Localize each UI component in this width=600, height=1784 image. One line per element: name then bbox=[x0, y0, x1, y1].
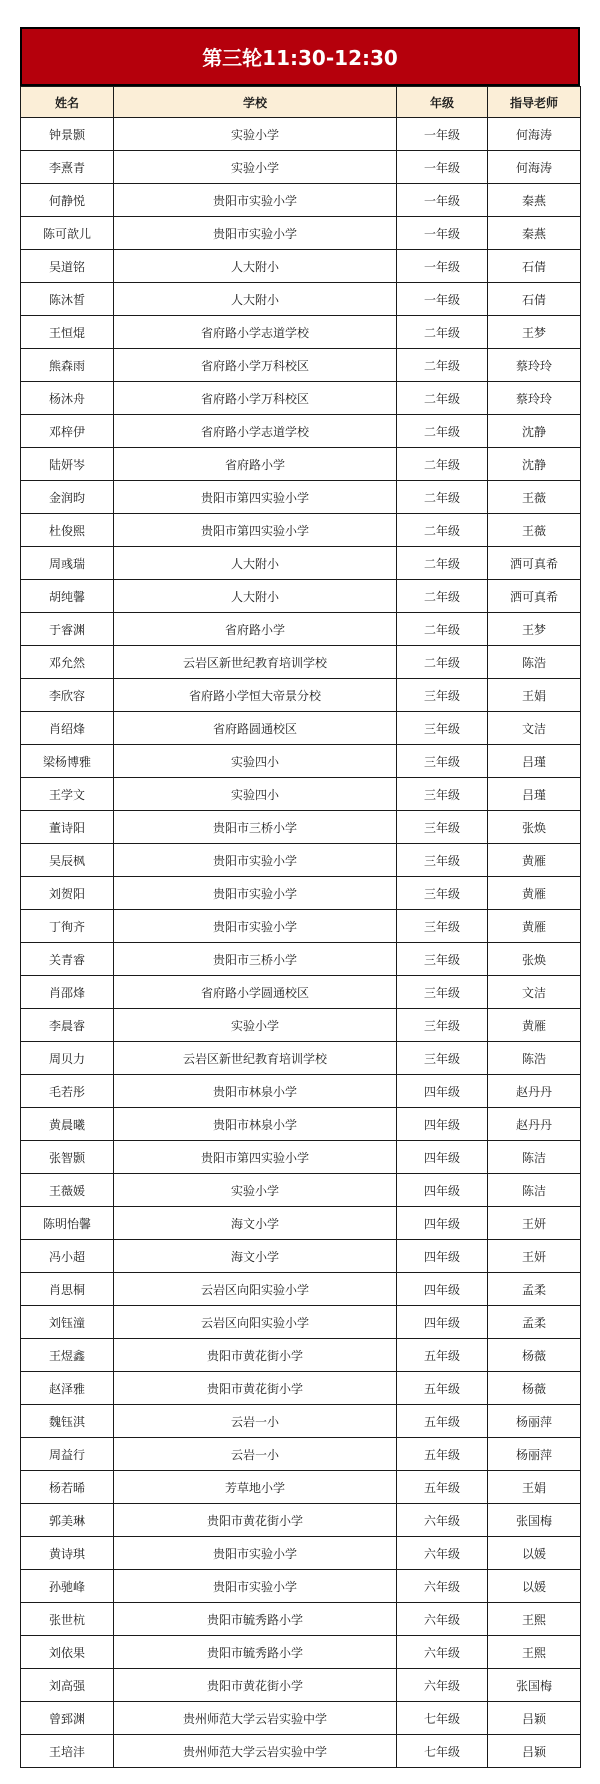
table-row bbox=[21, 1603, 581, 1636]
cell-student-name: 黄晨曦 bbox=[21, 1108, 114, 1141]
table-row bbox=[21, 184, 581, 217]
cell-school: 省府路小学 bbox=[114, 448, 397, 481]
cell-teacher: 蔡玲玲 bbox=[488, 349, 581, 382]
cell-student-name: 王煜鑫 bbox=[21, 1339, 114, 1372]
cell-grade: 二年级 bbox=[397, 382, 488, 415]
cell-grade: 四年级 bbox=[397, 1174, 488, 1207]
cell-grade: 四年级 bbox=[397, 1075, 488, 1108]
cell-teacher: 洒可真希 bbox=[488, 547, 581, 580]
cell-teacher: 杨丽萍 bbox=[488, 1438, 581, 1471]
column-header-teacher: 指导老师 bbox=[488, 87, 581, 118]
cell-school: 云岩一小 bbox=[114, 1405, 397, 1438]
table-row bbox=[21, 877, 581, 910]
cell-school: 贵阳市黄花街小学 bbox=[114, 1339, 397, 1372]
cell-teacher: 张国梅 bbox=[488, 1504, 581, 1537]
cell-school: 云岩区新世纪教育培训学校 bbox=[114, 646, 397, 679]
cell-teacher: 吕颖 bbox=[488, 1702, 581, 1735]
cell-grade: 二年级 bbox=[397, 316, 488, 349]
table-row bbox=[21, 1735, 581, 1768]
cell-grade: 三年级 bbox=[397, 745, 488, 778]
cell-grade: 一年级 bbox=[397, 118, 488, 151]
table-row bbox=[21, 712, 581, 745]
participant-table bbox=[20, 86, 581, 1768]
cell-school: 人大附小 bbox=[114, 250, 397, 283]
cell-school: 芳草地小学 bbox=[114, 1471, 397, 1504]
cell-teacher: 王妍 bbox=[488, 1240, 581, 1273]
schedule-sheet bbox=[20, 27, 580, 1768]
cell-teacher: 何海涛 bbox=[488, 118, 581, 151]
cell-grade: 三年级 bbox=[397, 877, 488, 910]
table-row bbox=[21, 382, 581, 415]
cell-student-name: 周贝力 bbox=[21, 1042, 114, 1075]
cell-student-name: 肖思桐 bbox=[21, 1273, 114, 1306]
table-row bbox=[21, 448, 581, 481]
table-row bbox=[21, 1141, 581, 1174]
table-row bbox=[21, 1207, 581, 1240]
table-row bbox=[21, 976, 581, 1009]
cell-school: 省府路小学志道学校 bbox=[114, 415, 397, 448]
table-row bbox=[21, 1570, 581, 1603]
cell-grade: 三年级 bbox=[397, 844, 488, 877]
cell-student-name: 冯小超 bbox=[21, 1240, 114, 1273]
cell-student-name: 李熹青 bbox=[21, 151, 114, 184]
cell-grade: 五年级 bbox=[397, 1339, 488, 1372]
table-row bbox=[21, 1504, 581, 1537]
cell-teacher: 王梦 bbox=[488, 613, 581, 646]
cell-school: 实验小学 bbox=[114, 151, 397, 184]
cell-student-name: 刘贺阳 bbox=[21, 877, 114, 910]
cell-teacher: 孟柔 bbox=[488, 1273, 581, 1306]
cell-grade: 二年级 bbox=[397, 415, 488, 448]
cell-teacher: 黄雁 bbox=[488, 910, 581, 943]
table-row bbox=[21, 1471, 581, 1504]
cell-teacher: 蔡玲玲 bbox=[488, 382, 581, 415]
cell-school: 贵阳市林泉小学 bbox=[114, 1075, 397, 1108]
cell-school: 贵阳市三桥小学 bbox=[114, 811, 397, 844]
cell-student-name: 毛若彤 bbox=[21, 1075, 114, 1108]
cell-grade: 五年级 bbox=[397, 1372, 488, 1405]
cell-grade: 五年级 bbox=[397, 1405, 488, 1438]
cell-school: 贵阳市实验小学 bbox=[114, 844, 397, 877]
cell-grade: 二年级 bbox=[397, 514, 488, 547]
cell-school: 贵阳市第四实验小学 bbox=[114, 514, 397, 547]
column-header-name: 姓名 bbox=[21, 87, 114, 118]
cell-student-name: 肖邵烽 bbox=[21, 976, 114, 1009]
cell-school: 省府路小学志道学校 bbox=[114, 316, 397, 349]
cell-grade: 一年级 bbox=[397, 217, 488, 250]
cell-student-name: 熊森雨 bbox=[21, 349, 114, 382]
cell-student-name: 关青睿 bbox=[21, 943, 114, 976]
cell-school: 贵阳市实验小学 bbox=[114, 1537, 397, 1570]
cell-grade: 七年级 bbox=[397, 1702, 488, 1735]
cell-teacher: 黄雁 bbox=[488, 877, 581, 910]
table-row bbox=[21, 1372, 581, 1405]
cell-school: 云岩区向阳实验小学 bbox=[114, 1306, 397, 1339]
table-row bbox=[21, 151, 581, 184]
cell-school: 贵阳市实验小学 bbox=[114, 1570, 397, 1603]
cell-school: 贵阳市三桥小学 bbox=[114, 943, 397, 976]
cell-teacher: 杨丽萍 bbox=[488, 1405, 581, 1438]
cell-grade: 二年级 bbox=[397, 349, 488, 382]
cell-student-name: 金润昀 bbox=[21, 481, 114, 514]
cell-teacher: 王薇 bbox=[488, 514, 581, 547]
cell-grade: 三年级 bbox=[397, 1009, 488, 1042]
cell-school: 贵阳市黄花街小学 bbox=[114, 1372, 397, 1405]
table-row bbox=[21, 1636, 581, 1669]
column-header-school: 学校 bbox=[114, 87, 397, 118]
cell-school: 贵阳市实验小学 bbox=[114, 910, 397, 943]
cell-school: 实验小学 bbox=[114, 1174, 397, 1207]
cell-school: 实验小学 bbox=[114, 118, 397, 151]
cell-student-name: 陆妍岑 bbox=[21, 448, 114, 481]
cell-student-name: 刘高强 bbox=[21, 1669, 114, 1702]
cell-grade: 一年级 bbox=[397, 250, 488, 283]
table-row bbox=[21, 118, 581, 151]
cell-student-name: 陈可歆儿 bbox=[21, 217, 114, 250]
table-row bbox=[21, 481, 581, 514]
table-row bbox=[21, 1009, 581, 1042]
table-row bbox=[21, 1075, 581, 1108]
cell-grade: 六年级 bbox=[397, 1537, 488, 1570]
cell-student-name: 黄诗琪 bbox=[21, 1537, 114, 1570]
cell-grade: 三年级 bbox=[397, 1042, 488, 1075]
cell-grade: 一年级 bbox=[397, 283, 488, 316]
table-row bbox=[21, 217, 581, 250]
cell-teacher: 陈浩 bbox=[488, 646, 581, 679]
cell-grade: 四年级 bbox=[397, 1240, 488, 1273]
cell-student-name: 陈沐皙 bbox=[21, 283, 114, 316]
cell-teacher: 王娟 bbox=[488, 679, 581, 712]
cell-school: 贵阳市林泉小学 bbox=[114, 1108, 397, 1141]
cell-grade: 六年级 bbox=[397, 1570, 488, 1603]
cell-student-name: 王薇媛 bbox=[21, 1174, 114, 1207]
table-row bbox=[21, 745, 581, 778]
cell-school: 省府路小学万科校区 bbox=[114, 349, 397, 382]
cell-school: 实验四小 bbox=[114, 778, 397, 811]
cell-grade: 一年级 bbox=[397, 151, 488, 184]
cell-school: 贵州师范大学云岩实验中学 bbox=[114, 1702, 397, 1735]
cell-grade: 五年级 bbox=[397, 1438, 488, 1471]
cell-school: 海文小学 bbox=[114, 1207, 397, 1240]
cell-grade: 四年级 bbox=[397, 1108, 488, 1141]
table-row bbox=[21, 1702, 581, 1735]
cell-grade: 四年级 bbox=[397, 1306, 488, 1339]
cell-school: 人大附小 bbox=[114, 283, 397, 316]
cell-student-name: 陈明怡馨 bbox=[21, 1207, 114, 1240]
table-row bbox=[21, 943, 581, 976]
cell-student-name: 吴辰枫 bbox=[21, 844, 114, 877]
cell-teacher: 杨薇 bbox=[488, 1339, 581, 1372]
cell-school: 贵阳市黄花街小学 bbox=[114, 1504, 397, 1537]
column-header-grade: 年级 bbox=[397, 87, 488, 118]
cell-grade: 三年级 bbox=[397, 811, 488, 844]
cell-teacher: 张焕 bbox=[488, 811, 581, 844]
table-row bbox=[21, 349, 581, 382]
cell-grade: 二年级 bbox=[397, 481, 488, 514]
cell-teacher: 石倩 bbox=[488, 250, 581, 283]
cell-teacher: 吕瑾 bbox=[488, 778, 581, 811]
cell-grade: 四年级 bbox=[397, 1141, 488, 1174]
cell-school: 云岩区新世纪教育培训学校 bbox=[114, 1042, 397, 1075]
cell-student-name: 邓允然 bbox=[21, 646, 114, 679]
cell-grade: 六年级 bbox=[397, 1504, 488, 1537]
cell-student-name: 赵泽雅 bbox=[21, 1372, 114, 1405]
cell-grade: 二年级 bbox=[397, 448, 488, 481]
cell-teacher: 以媛 bbox=[488, 1537, 581, 1570]
cell-teacher: 以媛 bbox=[488, 1570, 581, 1603]
cell-student-name: 王学文 bbox=[21, 778, 114, 811]
cell-teacher: 秦燕 bbox=[488, 217, 581, 250]
cell-teacher: 王妍 bbox=[488, 1207, 581, 1240]
cell-grade: 二年级 bbox=[397, 646, 488, 679]
cell-school: 人大附小 bbox=[114, 580, 397, 613]
cell-student-name: 李晨睿 bbox=[21, 1009, 114, 1042]
cell-school: 省府路小学圆通校区 bbox=[114, 976, 397, 1009]
cell-grade: 五年级 bbox=[397, 1471, 488, 1504]
cell-grade: 三年级 bbox=[397, 778, 488, 811]
table-row bbox=[21, 1273, 581, 1306]
cell-teacher: 张国梅 bbox=[488, 1669, 581, 1702]
cell-teacher: 王梦 bbox=[488, 316, 581, 349]
cell-grade: 三年级 bbox=[397, 712, 488, 745]
cell-grade: 二年级 bbox=[397, 547, 488, 580]
cell-teacher: 赵丹丹 bbox=[488, 1075, 581, 1108]
cell-school: 贵阳市实验小学 bbox=[114, 184, 397, 217]
cell-grade: 三年级 bbox=[397, 976, 488, 1009]
cell-student-name: 丁徇齐 bbox=[21, 910, 114, 943]
cell-student-name: 肖绍烽 bbox=[21, 712, 114, 745]
cell-school: 贵阳市黄花街小学 bbox=[114, 1669, 397, 1702]
cell-teacher: 沈静 bbox=[488, 415, 581, 448]
cell-school: 贵阳市第四实验小学 bbox=[114, 481, 397, 514]
cell-school: 贵阳市毓秀路小学 bbox=[114, 1603, 397, 1636]
cell-grade: 一年级 bbox=[397, 184, 488, 217]
cell-grade: 三年级 bbox=[397, 679, 488, 712]
cell-student-name: 邓梓伊 bbox=[21, 415, 114, 448]
table-row bbox=[21, 1108, 581, 1141]
cell-school: 云岩一小 bbox=[114, 1438, 397, 1471]
cell-school: 省府路小学 bbox=[114, 613, 397, 646]
cell-grade: 六年级 bbox=[397, 1669, 488, 1702]
table-body bbox=[21, 118, 581, 1768]
table-row bbox=[21, 250, 581, 283]
cell-teacher: 陈浩 bbox=[488, 1042, 581, 1075]
cell-grade: 四年级 bbox=[397, 1273, 488, 1306]
cell-grade: 四年级 bbox=[397, 1207, 488, 1240]
cell-student-name: 孙驰峰 bbox=[21, 1570, 114, 1603]
cell-teacher: 张焕 bbox=[488, 943, 581, 976]
cell-student-name: 刘依果 bbox=[21, 1636, 114, 1669]
cell-school: 云岩区向阳实验小学 bbox=[114, 1273, 397, 1306]
table-row bbox=[21, 844, 581, 877]
cell-teacher: 黄雁 bbox=[488, 1009, 581, 1042]
table-row bbox=[21, 1438, 581, 1471]
cell-grade: 七年级 bbox=[397, 1735, 488, 1768]
cell-student-name: 梁杨博雅 bbox=[21, 745, 114, 778]
cell-student-name: 刘钰潼 bbox=[21, 1306, 114, 1339]
cell-student-name: 王恒焜 bbox=[21, 316, 114, 349]
table-row bbox=[21, 283, 581, 316]
cell-teacher: 黄雁 bbox=[488, 844, 581, 877]
cell-teacher: 洒可真希 bbox=[488, 580, 581, 613]
table-row bbox=[21, 1339, 581, 1372]
cell-school: 海文小学 bbox=[114, 1240, 397, 1273]
cell-school: 贵阳市毓秀路小学 bbox=[114, 1636, 397, 1669]
table-row bbox=[21, 580, 581, 613]
cell-grade: 三年级 bbox=[397, 943, 488, 976]
cell-grade: 二年级 bbox=[397, 580, 488, 613]
cell-school: 省府路小学恒大帝景分校 bbox=[114, 679, 397, 712]
cell-student-name: 周益行 bbox=[21, 1438, 114, 1471]
cell-teacher: 王熙 bbox=[488, 1636, 581, 1669]
cell-student-name: 曾郅渊 bbox=[21, 1702, 114, 1735]
cell-school: 实验小学 bbox=[114, 1009, 397, 1042]
cell-student-name: 何静悦 bbox=[21, 184, 114, 217]
cell-student-name: 胡纯馨 bbox=[21, 580, 114, 613]
cell-student-name: 张世杭 bbox=[21, 1603, 114, 1636]
cell-teacher: 吕瑾 bbox=[488, 745, 581, 778]
table-row bbox=[21, 547, 581, 580]
cell-student-name: 杨沐舟 bbox=[21, 382, 114, 415]
cell-student-name: 王培沣 bbox=[21, 1735, 114, 1768]
cell-teacher: 王娟 bbox=[488, 1471, 581, 1504]
cell-school: 实验四小 bbox=[114, 745, 397, 778]
cell-grade: 二年级 bbox=[397, 613, 488, 646]
cell-teacher: 陈洁 bbox=[488, 1174, 581, 1207]
cell-grade: 六年级 bbox=[397, 1636, 488, 1669]
table-row bbox=[21, 514, 581, 547]
cell-student-name: 吴道铭 bbox=[21, 250, 114, 283]
schedule-title: 第三轮11:30-12:30 bbox=[20, 27, 580, 86]
cell-teacher: 王薇 bbox=[488, 481, 581, 514]
table-header-row bbox=[21, 87, 581, 118]
table-row bbox=[21, 679, 581, 712]
cell-school: 贵阳市实验小学 bbox=[114, 877, 397, 910]
cell-teacher: 秦燕 bbox=[488, 184, 581, 217]
cell-student-name: 杜俊熙 bbox=[21, 514, 114, 547]
table-row bbox=[21, 1537, 581, 1570]
cell-grade: 六年级 bbox=[397, 1603, 488, 1636]
table-row bbox=[21, 1669, 581, 1702]
cell-teacher: 孟柔 bbox=[488, 1306, 581, 1339]
cell-teacher: 沈静 bbox=[488, 448, 581, 481]
cell-school: 贵州师范大学云岩实验中学 bbox=[114, 1735, 397, 1768]
cell-student-name: 钟景颢 bbox=[21, 118, 114, 151]
table-row bbox=[21, 316, 581, 349]
cell-student-name: 魏钰淇 bbox=[21, 1405, 114, 1438]
cell-school: 省府路圆通校区 bbox=[114, 712, 397, 745]
cell-student-name: 周彧瑞 bbox=[21, 547, 114, 580]
cell-student-name: 张智颢 bbox=[21, 1141, 114, 1174]
cell-student-name: 郭美琳 bbox=[21, 1504, 114, 1537]
cell-teacher: 杨薇 bbox=[488, 1372, 581, 1405]
cell-student-name: 杨若晞 bbox=[21, 1471, 114, 1504]
cell-school: 省府路小学万科校区 bbox=[114, 382, 397, 415]
table-row bbox=[21, 1240, 581, 1273]
table-row bbox=[21, 415, 581, 448]
table-row bbox=[21, 1042, 581, 1075]
table-row bbox=[21, 646, 581, 679]
cell-teacher: 文洁 bbox=[488, 712, 581, 745]
cell-school: 贵阳市实验小学 bbox=[114, 217, 397, 250]
cell-teacher: 王熙 bbox=[488, 1603, 581, 1636]
cell-teacher: 赵丹丹 bbox=[488, 1108, 581, 1141]
cell-teacher: 文洁 bbox=[488, 976, 581, 1009]
table-row bbox=[21, 613, 581, 646]
cell-student-name: 董诗阳 bbox=[21, 811, 114, 844]
cell-teacher: 何海涛 bbox=[488, 151, 581, 184]
table-row bbox=[21, 1306, 581, 1339]
table-row bbox=[21, 811, 581, 844]
cell-teacher: 陈洁 bbox=[488, 1141, 581, 1174]
cell-school: 贵阳市第四实验小学 bbox=[114, 1141, 397, 1174]
cell-student-name: 于睿渊 bbox=[21, 613, 114, 646]
table-row bbox=[21, 1405, 581, 1438]
table-row bbox=[21, 1174, 581, 1207]
table-row bbox=[21, 910, 581, 943]
cell-student-name: 李欣容 bbox=[21, 679, 114, 712]
cell-grade: 三年级 bbox=[397, 910, 488, 943]
cell-school: 人大附小 bbox=[114, 547, 397, 580]
cell-teacher: 石倩 bbox=[488, 283, 581, 316]
cell-teacher: 吕颖 bbox=[488, 1735, 581, 1768]
table-row bbox=[21, 778, 581, 811]
